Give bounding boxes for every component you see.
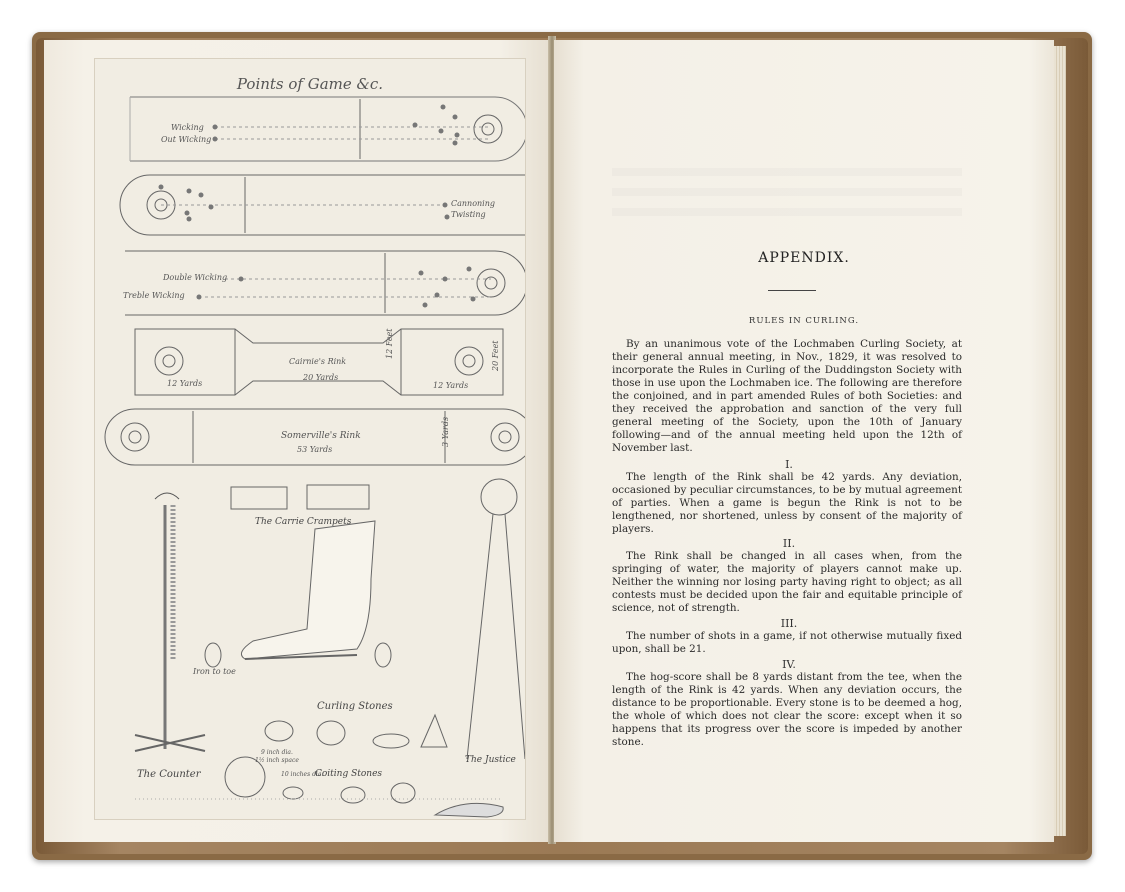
label-iron-to-toe: Iron to toe bbox=[193, 667, 236, 676]
label-cairnies-rink: Cairnie's Rink bbox=[289, 357, 347, 366]
label-53-yards: 53 Yards bbox=[297, 445, 333, 454]
rule-text: The number of shots in a game, if not otherwise mutually fixed upon, shall be 21. bbox=[612, 630, 962, 655]
label-cannoning: Cannoning bbox=[451, 199, 495, 208]
label-9-inch-dia: 9 inch dia. bbox=[261, 749, 293, 756]
label-3-yards: 3 Yards bbox=[441, 416, 450, 447]
label-wicking: Wicking bbox=[171, 123, 204, 132]
label-double-wicking: Double Wicking bbox=[163, 273, 228, 282]
show-through-line bbox=[612, 168, 962, 176]
rule-numeral: I. bbox=[785, 458, 793, 471]
label-12-yards-right: 12 Yards bbox=[433, 381, 469, 390]
label-12-yards-left: 12 Yards bbox=[167, 379, 203, 388]
label-10-inches-dia: 10 inches dia. bbox=[281, 771, 324, 778]
label-12-feet: 12 Feet bbox=[385, 328, 394, 359]
engraved-plate bbox=[94, 58, 526, 820]
rule-text: The length of the Rink shall be 42 yards. Any deviation, occasioned by peculiar circumstances, to be by mutual agreement of parties. When a game is begun the Rink is not to be lengthened, nor shortened, unless by consent of the majority of players. bbox=[612, 471, 962, 535]
rule-text: The hog-score shall be 8 yards distant from the tee, when the length of the Rink is 42 yards. When any deviation occurs, the distance to be proportionable. Every stone is to be deemed a hog, the whole of which does not clear the score: except when it so happens that its progress over the score is impeded by another stone. bbox=[612, 671, 962, 748]
rule-numeral: IV. bbox=[782, 658, 796, 671]
page-edges bbox=[1054, 46, 1066, 836]
rule-numeral: III. bbox=[780, 617, 798, 630]
label-treble-wicking: Treble Wicking bbox=[123, 291, 185, 300]
plate-title: Points of Game &c. bbox=[236, 75, 384, 93]
label-20-yards: 20 Yards bbox=[303, 373, 339, 382]
caption-the-justice: The Justice bbox=[465, 755, 516, 765]
caption-the-counter: The Counter bbox=[137, 769, 201, 780]
caption-curling-stones: Curling Stones bbox=[317, 701, 393, 712]
heading-rule bbox=[768, 290, 816, 291]
show-through-line bbox=[612, 208, 962, 216]
rule-text: The Rink shall be changed in all cases when, from the springing of water, the majority of players cannot make up. Neither the winning nor losing party having right to object; as all contests must be decided upon the fair and equitable principle of science, not of strength. bbox=[612, 550, 962, 614]
label-somervilles-rink: Somerville's Rink bbox=[281, 431, 361, 441]
rule-numeral: II. bbox=[782, 537, 796, 550]
label-inch-space: 1½ inch space bbox=[255, 757, 299, 764]
rules-subheading: RULES IN CURLING. bbox=[748, 316, 860, 326]
label-twisting: Twisting bbox=[451, 210, 486, 219]
caption-coiting-stones: Coiting Stones bbox=[315, 769, 383, 779]
show-through-line bbox=[612, 188, 962, 196]
caption-carrie-crampets: The Carrie Crampets bbox=[255, 517, 352, 527]
intro-paragraph: By an unanimous vote of the Lochmaben Curling Society, at their general annual meeting, in Nov., 1829, it was resolved to incorporate the Rules in Curling of the Duddingston Society with those in use upon the Lochmaben ice. The following are therefore the conjoined, and in part amended Rules of both Societies: and they received the approbation and sanction of the very full general meeting of the Society, upon the 10th of January following—and of the annual meeting held upon the 12th of November last. bbox=[612, 338, 962, 454]
appendix-heading: APPENDIX. bbox=[758, 250, 850, 266]
label-20-feet: 20 Feet bbox=[491, 340, 500, 371]
label-out-wicking: Out Wicking bbox=[161, 135, 212, 144]
